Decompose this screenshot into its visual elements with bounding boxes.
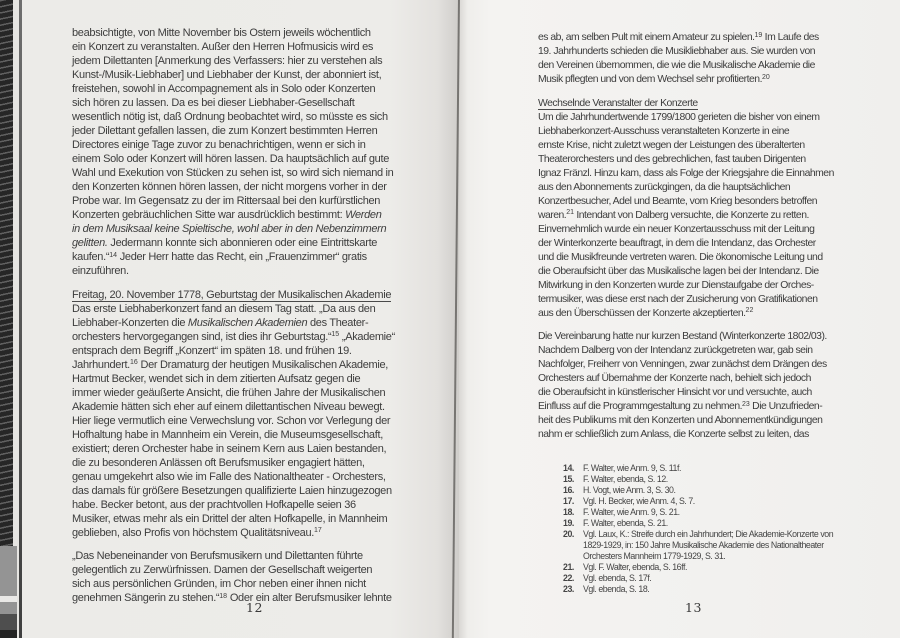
- text-line: orchesters hervorgegangen sind, ist dies ihr Geburtstag.“$^{15}$ „Akademie“: [72, 330, 395, 343]
- text-line: Probe war. Im Gegensatz zu der im Rittersaal bei den kurfürstlichen: [72, 195, 381, 207]
- text-line: Kunst-/Musik-Liebhaber] und Liebhaber der Kunst, der abonniert ist,: [72, 69, 382, 81]
- text-line: ein Konzert zu veranstalten. Außer den Herren Hofmusicis wird es: [72, 41, 374, 53]
- footnote-text: [583, 573, 651, 584]
- footnote-ref: 19: [754, 31, 763, 39]
- text-line: kaufen.“$^{14}$ Jeder Herr hatte das Recht, ein „Frauenzimmer“ gratis: [72, 251, 367, 263]
- text-line: Musiker, etwas mehr als ein Drittel der alten Hofkapelle, in Mannheim: [72, 512, 388, 525]
- footnote: [563, 584, 893, 595]
- text-line: termusiker, was diese erst nach der Zusicherung von Gratifikationen: [538, 293, 818, 305]
- paragraph: [72, 302, 452, 540]
- footnote-ref: 15: [331, 331, 340, 339]
- page-13-text-column: [538, 31, 868, 442]
- text-line: Ignaz Fränzl. Hinzu kam, dass als Folge der Kriegsjahre die Einnahmen: [538, 167, 834, 179]
- footnote-number: 14.: [563, 463, 574, 473]
- text-line: „Das Nebeneinander von Berufsmusikern und Dilettanten führte: [72, 550, 363, 562]
- footnote: [563, 573, 893, 584]
- text-line: Theaterorchesters und des gebrechlichen, fast tauben Dirigenten: [538, 153, 806, 165]
- footnote-ref: 16: [129, 359, 138, 367]
- paragraph: [538, 31, 868, 87]
- footnote-line: H. Vogt, wie Anm. 3, S. 30.: [583, 485, 676, 495]
- text-line: die zu besonderen Anlässen oft Berufsmusiker engagiert hätten,: [72, 456, 365, 469]
- text-line: Das erste Liebhaberkonzert fand an diesem Tag statt. „Da aus den: [72, 302, 376, 315]
- text-line: den Vereinen übernommen, die wie die Musikalische Akademie die: [538, 60, 815, 71]
- footnote-ref: 22: [745, 307, 754, 315]
- italic-run: Musikalischen Akademien: [187, 316, 308, 329]
- footnote-text: [583, 496, 695, 507]
- footnote: [563, 518, 893, 529]
- footnote: [563, 463, 893, 474]
- text-line: Um die Jahrhundertwende 1799/1800 gerieten die bisher von einem: [538, 111, 820, 123]
- section-heading-text: Wechselnde Veranstalter der Konzerte: [538, 97, 698, 109]
- text-line: sich aus persönlichen Gründen, im Chor neben einer ihnen nicht: [72, 578, 366, 590]
- text-line: existiert; deren Orchester habe in seinem Kern aus Laien bestanden,: [72, 442, 387, 455]
- paragraph: [72, 549, 452, 605]
- text-line: ernste Krise, nicht zuletzt wegen der Leistungen des überalterten: [538, 139, 805, 151]
- footnote-text: [583, 529, 833, 562]
- footnote-line: Vgl. ebenda, S. 17f.: [583, 573, 652, 583]
- footnote: [563, 529, 893, 562]
- text-line: habe. Becker betont, aus der prachtvollen Hofkapelle seien 36: [72, 498, 356, 511]
- footnote-text: [583, 463, 681, 474]
- section-heading: [72, 288, 452, 302]
- footnote-ref: 17: [314, 527, 322, 535]
- text-line: einem Solo oder Konzert will hören lassen. Da hauptsächlich auf gute: [72, 153, 389, 165]
- text-line: sich hören zu lassen. Da es bei dieser Liebhaber-Gesellschaft: [72, 97, 355, 109]
- footnote-ref: 18: [219, 592, 228, 600]
- text-line: waren.$^{21}$ Intendant von Dalberg versuchte, die Konzerte zu retten.: [538, 209, 809, 221]
- text-line: Hartmut Becker, wendet sich in dem zitierten Aufsatz gegen die: [72, 372, 361, 385]
- footnote-line: F. Walter, ebenda, S. 12.: [583, 474, 668, 484]
- text-line: Liebhaber-Konzerten die Musikalischen Akademien des Theater-: [72, 316, 369, 329]
- text-line: Akademie hätten sich eher auf einem dilettantischen Niveau bewegt.: [72, 400, 385, 413]
- footnote-ref: 14: [109, 251, 117, 259]
- text-line: Nachdem Dalberg von der Intendanz zurückgetreten war, gab sein: [538, 345, 813, 356]
- text-line: beabsichtigte, von Mitte November bis Ostern jeweils wöchentlich: [72, 27, 371, 39]
- footnote-number: 23.: [563, 584, 574, 594]
- footnote-line: 1829-1929, in: 150 Jahre Musikalische Akademie des Nationaltheater: [583, 540, 824, 550]
- page-edge-texture: [0, 0, 13, 638]
- footnote-line: Vgl. ebenda, S. 18.: [583, 584, 650, 594]
- page-edge-line: [19, 0, 22, 638]
- footnote: [563, 485, 893, 496]
- text-line: genau umgekehrt also wie im Falle des Nationaltheater - Orchesters,: [72, 470, 386, 483]
- text-line: heit des Publikums mit den Konzerten und Abonnementkündigungen: [538, 415, 823, 426]
- footnote-text: [583, 518, 668, 529]
- text-line: Hofhaltung habe in Mannheim ein Verein, die Museumsgesellschaft,: [72, 428, 383, 441]
- page-corner-darkest: [0, 630, 17, 638]
- footnote-text: [583, 584, 649, 595]
- footnote-ref: 23: [742, 400, 750, 408]
- footnote-text: [583, 507, 680, 518]
- footnote-number: 18.: [563, 507, 574, 517]
- footnotes: [563, 463, 893, 595]
- footnote-number: 19.: [563, 518, 574, 528]
- text-line: Jahrhundert.$^{16}$ Der Dramaturg der heutigen Musikalischen Akademie,: [72, 358, 388, 371]
- footnote-text: [583, 485, 676, 496]
- text-line: geblieben, also Profis von höchstem Qualitätsniveau.$^{17}$: [72, 526, 322, 539]
- paragraph: [538, 111, 868, 321]
- text-line: Konzerten gebräuchlichen Sitte war ausdrücklich bestimmt: Werden: [72, 209, 382, 221]
- footnote-line: Vgl. H. Becker, wie Anm. 4, S. 7.: [583, 496, 695, 506]
- text-line: der Winterkonzerte beauftragt, in dem die Intendanz, das Orchester: [538, 237, 816, 249]
- text-line: aus den Abonnements zurückgingen, da die hauptsächlichen: [538, 181, 791, 193]
- footnote: [563, 507, 893, 518]
- footnote-number: 17.: [563, 496, 574, 506]
- text-line: Die Vereinbarung hatte nur kurzen Bestand (Winterkonzerte 1802/03).: [538, 331, 827, 342]
- text-line: freistehen, sowohl in Accompagnement als in Solo oder Konzerten: [72, 83, 376, 95]
- footnote-number: 22.: [563, 573, 574, 583]
- text-line: genehmen Sängerin zu stehen.“$^{18}$ Oder ein alter Berufsmusiker lehnte: [72, 592, 392, 604]
- footnote-line: F. Walter, ebenda, S. 21.: [583, 518, 668, 528]
- section-heading-text: Freitag, 20. November 1778, Geburtstag der Musikalischen Akademie: [72, 288, 392, 301]
- footnote-ref: 20: [761, 73, 770, 81]
- text-line: jedem Dilettanten [Anmerkung des Verfassers: hier zu verstehen als: [72, 55, 383, 67]
- footnote-number: 15.: [563, 474, 574, 484]
- text-line: es ab, am selben Pult mit einem Amateur zu spielen.$^{19}$ Im Laufe des: [538, 31, 819, 43]
- text-line: das damals für größere Besetzungen qualifizierte Laien hinzugezogen: [72, 484, 392, 497]
- page-number-right: 13: [685, 600, 702, 615]
- text-line: entsprach dem Begriff „Konzert“ im späten 18. und frühen 19.: [72, 344, 352, 357]
- text-line: Wahl und Exekution von Stücken zu sehen ist, so wird sich niemand in: [72, 167, 394, 179]
- footnote-line: Orchesters Mannheim 1779-1929, S. 31.: [583, 551, 726, 561]
- text-line: gelitten. Jedermann konnte sich abonnieren oder eine Eintrittskarte: [72, 237, 378, 249]
- text-line: Directores einige Tage zuvor zu benachrichtigen, wenn er sich in: [72, 139, 366, 151]
- footnote: [563, 496, 893, 507]
- footnote: [563, 474, 893, 485]
- footnote: [563, 562, 893, 573]
- text-line: immer wieder geäußerte Ansicht, die frühen Jahre der Musikalischen: [72, 386, 386, 399]
- italic-run: in dem Musiksaal keine Spieltische, wohl aber in den Nebenzimmern: [72, 223, 387, 235]
- footnote-text: [583, 474, 668, 485]
- page-12-text-column: [72, 26, 452, 605]
- footnote-number: 21.: [563, 562, 574, 572]
- text-line: nahm er schließlich zum Anlass, die Konzerte selbst zu leiten, das: [538, 429, 809, 440]
- text-line: 19. Jahrhunderts schieden die Musikliebhaber aus. Sie wurden von: [538, 46, 816, 57]
- text-line: Hier liege vermutlich eine Verwechslung vor. Schon vor Verlegung der: [72, 414, 391, 427]
- paragraph: [72, 26, 452, 278]
- text-line: Konzertbesucher, Adel und Beamte, vom Krieg besonders betroffen: [538, 195, 818, 207]
- footnote-line: F. Walter, wie Anm. 9, S. 11f.: [583, 463, 681, 473]
- text-line: einzuführen.: [72, 265, 129, 277]
- text-line: Einvernehmlich wurde ein neuer Konzertausschuss mit der Leitung: [538, 223, 815, 235]
- text-line: wesentlich nötig ist, daß Ordnung beobachtet wird, so müsste es sich: [72, 111, 388, 123]
- footnote-line: F. Walter, wie Anm. 9, S. 21.: [583, 507, 680, 517]
- text-line: Liebhaberkonzert-Ausschuss veranstalteten Konzerte in eine: [538, 125, 790, 137]
- footnote-ref: 21: [566, 209, 574, 217]
- text-line: den Konzerten können hören lassen, der nicht morgens vorher in der: [72, 181, 387, 193]
- section-heading: [538, 97, 868, 111]
- text-line: Orchesters auf Übernahme der Konzerte nach, behielt sich jedoch: [538, 373, 811, 384]
- text-line: jeder Dilettant gefallen lassen, die zum Konzert bestimmten Herren: [72, 125, 378, 137]
- text-line: Einfluss auf die Programmgestaltung zu nehmen.$^{23}$ Die Unzufrieden-: [538, 400, 823, 412]
- text-line: und die Musikfreunde vertreten waren. Die ökonomische Leitung und: [538, 251, 823, 263]
- footnote-line: Vgl. Laux, K.: Streife durch ein Jahrhundert; Die Akademie-Konzerte von: [583, 529, 834, 539]
- italic-run: Werden: [345, 209, 382, 221]
- text-line: Musik pflegten und von dem Wechsel sehr profitierten.$^{20}$: [538, 73, 770, 85]
- text-line: die Oberaufsicht in künstlerischer Hinsicht vor und versuchte, auch: [538, 387, 812, 398]
- text-line: aus den Überschüssen der Konzerte akzeptierten.$^{22}$: [538, 307, 754, 319]
- footnote-text: [583, 562, 687, 573]
- page-corner-notch: [0, 596, 17, 602]
- footnote-number: 20.: [563, 529, 574, 539]
- page-number-left: 12: [246, 600, 263, 615]
- paragraph: [538, 330, 868, 442]
- text-line: die Oberaufsicht über das Musikalische lagen bei der Intendanz. Die: [538, 265, 819, 277]
- footnote-number: 16.: [563, 485, 574, 495]
- text-line: Nachfolger, Freiherr von Venningen, zwar zunächst dem Drängen des: [538, 359, 827, 370]
- footnote-line: Vgl. F. Walter, ebenda, S. 16ff.: [583, 562, 687, 572]
- text-line: gelegentlich zu Zerwürfnissen. Damen der Gesellschaft weigerten: [72, 564, 373, 576]
- italic-run: gelitten.: [72, 237, 108, 249]
- text-line: Mitwirkung in den Konzerten wurde zur Dienstaufgabe der Orches-: [538, 279, 814, 291]
- text-line: [72, 222, 452, 236]
